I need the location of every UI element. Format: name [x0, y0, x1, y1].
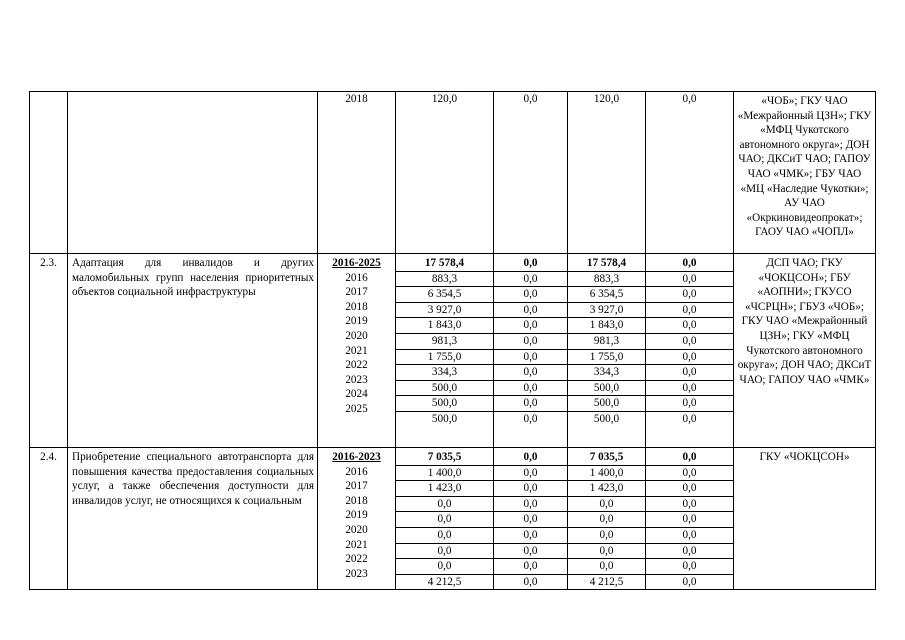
total-cell: [396, 254, 494, 448]
federal-value: 0,0: [494, 450, 567, 466]
total-value: 0,0: [396, 528, 493, 544]
year: 2022: [345, 359, 368, 372]
row-number: [30, 92, 68, 254]
executors-cell: ГКУ «ЧОКЦСОН»: [734, 448, 876, 590]
regional-value: 3 927,0: [568, 303, 645, 319]
total-value: 500,0: [431, 412, 458, 425]
regional-value: 500,0: [568, 381, 645, 397]
federal-value: 0,0: [494, 256, 567, 272]
federal-value: 0,0: [494, 544, 567, 560]
regional-value: 0,0: [568, 512, 645, 528]
other-cell: [646, 254, 734, 448]
year: 2017: [345, 286, 368, 299]
total-value: 7 035,5: [396, 450, 493, 466]
year: 2016-2023: [332, 451, 381, 463]
other-value: 0,0: [646, 528, 733, 544]
years-cell: [318, 92, 396, 254]
other-value: 0,0: [646, 544, 733, 560]
activity-name: Адаптация для инвалидов и других маломобильных групп населения приоритетных объектов социальной инфраструктуры: [68, 254, 318, 448]
other-cell: [646, 448, 734, 590]
total-value: 500,0: [396, 396, 493, 412]
table-row: [30, 92, 876, 254]
federal-value: 0,0: [494, 559, 567, 575]
program-table: [29, 91, 876, 590]
total-value: 883,3: [396, 272, 493, 288]
regional-value: 500,0: [568, 396, 645, 412]
regional-value: 1 843,0: [568, 318, 645, 334]
total-value: 500,0: [396, 381, 493, 397]
regional-value: 0,0: [568, 559, 645, 575]
other-value: 0,0: [646, 481, 733, 497]
year: 2023: [345, 567, 368, 580]
federal-value: 0,0: [523, 93, 538, 105]
total-cell: [396, 448, 494, 590]
total-value: 4 212,5: [427, 575, 462, 588]
other-value: 0,0: [646, 559, 733, 575]
federal-value: 0,0: [494, 318, 567, 334]
executors-cell: ДСП ЧАО; ГКУ «ЧОКЦСОН»; ГБУ «АОПНИ»; ГКУСО «ЧСРЦН»; ГБУЗ «ЧОБ»; ГКУ ЧАО «Межрайонный ЦЗН»; ГКУ «МФЦ Чукотского автономного округа»; ДОН ЧАО; ДКСиТ ЧАО; ГАПОУ ЧАО «ЧМК»: [734, 254, 876, 448]
table-row: [30, 448, 876, 590]
federal-value: 0,0: [494, 272, 567, 288]
table-row: [30, 254, 876, 448]
total-value: 0,0: [396, 559, 493, 575]
regional-value: 883,3: [568, 272, 645, 288]
regional-cell: [568, 92, 646, 254]
regional-value: 120,0: [593, 93, 620, 105]
other-value: 0,0: [682, 575, 697, 588]
year: 2025: [345, 402, 368, 415]
regional-value: 4 212,5: [589, 575, 624, 588]
federal-value: 0,0: [494, 512, 567, 528]
federal-value: 0,0: [494, 365, 567, 381]
total-value: 334,3: [396, 365, 493, 381]
federal-value: 0,0: [494, 396, 567, 412]
regional-value: 1 423,0: [568, 481, 645, 497]
row-number: 2.4.: [30, 448, 68, 590]
regional-cell: [568, 254, 646, 448]
regional-value: 0,0: [568, 528, 645, 544]
activity-name: [68, 92, 318, 254]
year: 2021: [345, 344, 368, 357]
regional-value: 1 400,0: [568, 466, 645, 482]
federal-value: 0,0: [494, 381, 567, 397]
federal-value: 0,0: [494, 350, 567, 366]
other-value: 0,0: [646, 365, 733, 381]
year: 2016-2025: [332, 257, 381, 269]
regional-value: 1 755,0: [568, 350, 645, 366]
regional-value: 17 578,4: [568, 256, 645, 272]
year: 2018: [345, 93, 368, 105]
total-value: 17 578,4: [396, 256, 493, 272]
other-value: 0,0: [682, 93, 697, 105]
year: 2020: [345, 523, 368, 536]
federal-value: 0,0: [494, 497, 567, 513]
federal-cell: [494, 448, 568, 590]
other-value: 0,0: [646, 334, 733, 350]
year: 2024: [345, 388, 368, 401]
federal-cell: [494, 254, 568, 448]
other-value: 0,0: [646, 497, 733, 513]
federal-value: 0,0: [523, 575, 538, 588]
year: 2018: [345, 494, 368, 507]
total-value: 6 354,5: [396, 287, 493, 303]
federal-cell: [494, 92, 568, 254]
federal-value: 0,0: [494, 466, 567, 482]
year: 2018: [345, 300, 368, 313]
total-value: 0,0: [396, 544, 493, 560]
executors-cell: «ЧОБ»; ГКУ ЧАО «Межрайонный ЦЗН»; ГКУ «МФЦ Чукотского автономного округа»; ДОН ЧАО; ДКСиТ ЧАО; ГАПОУ ЧАО «ЧМК»; ГБУ ЧАО «МЦ «Наследие Чукотки»; АУ ЧАО «Окркиновидеопрокат»; ГАОУ ЧАО «ЧОПЛ»: [734, 92, 876, 254]
federal-value: 0,0: [494, 287, 567, 303]
year: 2016: [345, 271, 368, 284]
other-value: 0,0: [646, 350, 733, 366]
total-value: 1 423,0: [396, 481, 493, 497]
year: 2019: [345, 315, 368, 328]
total-value: 1 400,0: [396, 466, 493, 482]
regional-cell: [568, 448, 646, 590]
total-cell: [396, 92, 494, 254]
years-cell: [318, 448, 396, 590]
other-value: 0,0: [646, 396, 733, 412]
other-value: 0,0: [646, 512, 733, 528]
year: 2022: [345, 553, 368, 566]
total-value: 1 843,0: [396, 318, 493, 334]
year: 2021: [345, 538, 368, 551]
regional-value: 0,0: [568, 544, 645, 560]
other-value: 0,0: [646, 303, 733, 319]
year: 2023: [345, 373, 368, 386]
regional-value: 7 035,5: [568, 450, 645, 466]
other-cell: [646, 92, 734, 254]
other-value: 0,0: [682, 412, 697, 425]
federal-value: 0,0: [494, 334, 567, 350]
total-value: 120,0: [431, 93, 458, 105]
regional-value: 6 354,5: [568, 287, 645, 303]
year: 2019: [345, 509, 368, 522]
other-value: 0,0: [646, 318, 733, 334]
federal-value: 0,0: [523, 412, 538, 425]
other-value: 0,0: [646, 381, 733, 397]
federal-value: 0,0: [494, 303, 567, 319]
federal-value: 0,0: [494, 481, 567, 497]
regional-value: 334,3: [568, 365, 645, 381]
other-value: 0,0: [646, 256, 733, 272]
year: 2017: [345, 480, 368, 493]
years-cell: [318, 254, 396, 448]
federal-value: 0,0: [494, 528, 567, 544]
row-number: 2.3.: [30, 254, 68, 448]
year: 2020: [345, 329, 368, 342]
total-value: 0,0: [396, 497, 493, 513]
other-value: 0,0: [646, 466, 733, 482]
regional-value: 981,3: [568, 334, 645, 350]
regional-value: 500,0: [593, 412, 620, 425]
other-value: 0,0: [646, 450, 733, 466]
year: 2016: [345, 465, 368, 478]
total-value: 3 927,0: [396, 303, 493, 319]
other-value: 0,0: [646, 287, 733, 303]
other-value: 0,0: [646, 272, 733, 288]
total-value: 981,3: [396, 334, 493, 350]
regional-value: 0,0: [568, 497, 645, 513]
total-value: 1 755,0: [396, 350, 493, 366]
activity-name: Приобретение специального автотранспорта для повышения качества предоставления социальных услуг, а также обеспечения доступности для инвалидов услуг, не относящихся к социальным: [68, 448, 318, 590]
total-value: 0,0: [396, 512, 493, 528]
